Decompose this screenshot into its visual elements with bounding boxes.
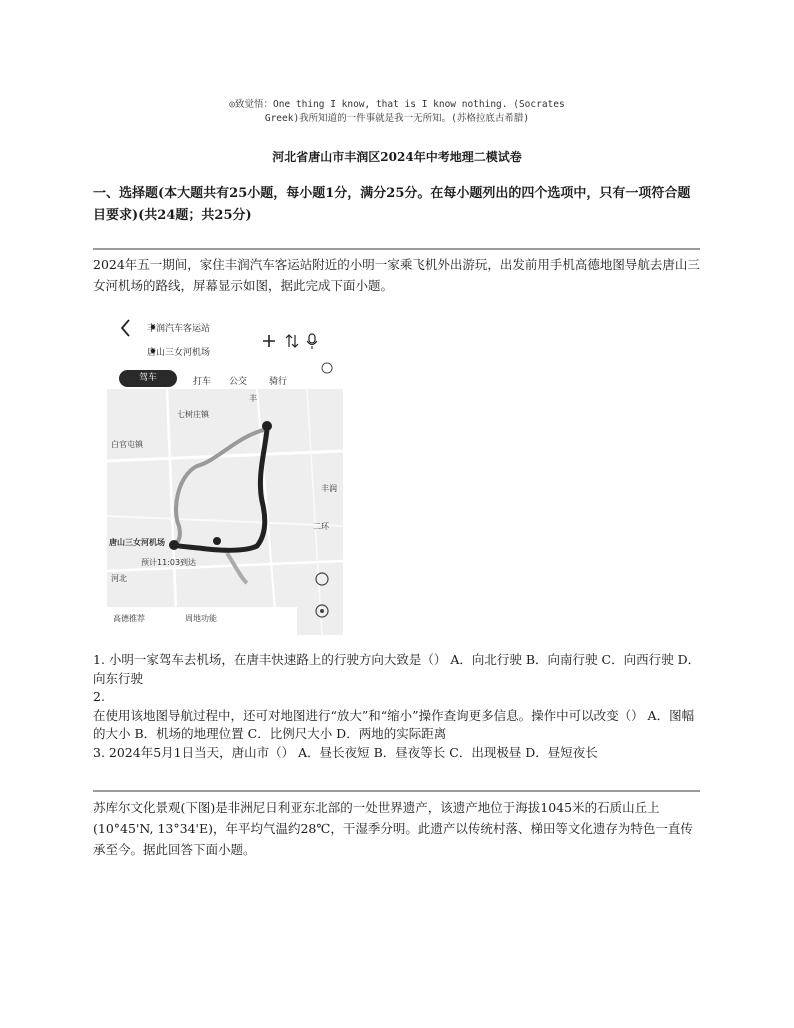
divider-1 xyxy=(93,248,700,250)
place-label-qishuzhuang: 七树庄镇 xyxy=(177,410,209,419)
map-destination-label: 唐山三女河机场 xyxy=(147,348,211,358)
tab-transit[interactable]: 公交 xyxy=(229,377,248,387)
place-label-hebei: 河北 xyxy=(111,574,127,583)
tab-ride[interactable]: 骑行 xyxy=(269,377,288,387)
tab-drive[interactable]: 驾车 xyxy=(119,370,177,387)
tab-taxi[interactable]: 打车 xyxy=(193,377,212,387)
divider-2 xyxy=(93,790,700,792)
passage-2: 苏库尔文化景观(下图)是非洲尼日利亚东北部的一处世界遗产，该遗产地位于海拔1045米的石质山丘上(10°45'N, 13°34'E)，年平均气温约28℃，干湿季分明。此遗产以传统村落、梯田等文化遗存为特色一直传承至今。据此回答下面小题。 xyxy=(93,800,693,857)
nearby-function-label[interactable]: 周地功能 xyxy=(185,614,217,623)
navigation-map-figure xyxy=(107,311,343,635)
place-label-erhuan: 二环 xyxy=(313,522,329,531)
place-label-feng: 丰 xyxy=(249,394,257,403)
recommend-label[interactable]: 高德推荐 xyxy=(113,614,145,623)
section-heading: 一、选择题(本大题共有25小题，每小题1分，满分25分。在每小题列出的四个选项中，只有一项符合题目要求)(共24题；共25分) xyxy=(93,186,691,223)
motto-line-1: ◎致觉悟：One thing I know, that is I know nothing. (Socrates xyxy=(229,99,565,110)
question-2: 在使用该地图导航过程中，还可对地图进行“放大”和“缩小”操作查询更多信息。操作中可以改变（） A．图幅的大小 B．机场的地理位置 C．比例尺大小 D．两地的实际距离 xyxy=(93,707,695,741)
question-1: 1. 小明一家驾车去机场，在唐丰快速路上的行驶方向大致是（） A．向北行驶 B．向南行驶 C．向西行驶 D．向东行驶 xyxy=(93,652,701,686)
place-label-baiguantun: 白官屯镇 xyxy=(111,440,143,449)
question-block xyxy=(93,651,703,762)
eta-label: 预计11:03到达 xyxy=(141,558,197,567)
place-label-fengrun: 丰润 xyxy=(321,484,337,493)
question-3: 3. 2024年5月1日当天，唐山市（） A．昼长夜短 B．昼夜等长 C．出现极昼 D．昼短夜长 xyxy=(93,744,598,760)
map-origin-label: 丰润汽车客运站 xyxy=(147,324,211,334)
place-label-airport: 唐山三女河机场 xyxy=(109,538,165,547)
passage-1: 2024年五一期间，家住丰润汽车客运站附近的小明一家乘飞机外出游玩，出发前用手机高德地图导航去唐山三女河机场的路线，屏幕显示如图，据此完成下面小题。 xyxy=(93,257,700,293)
motto-line-2: Greek)我所知道的一件事就是我一无所知。(苏格拉底古希腊) xyxy=(264,113,530,124)
exam-title: 河北省唐山市丰润区2024年中考地理二模试卷 xyxy=(272,150,522,164)
map-drawing xyxy=(107,311,343,635)
question-2-number: 2. xyxy=(93,689,105,704)
